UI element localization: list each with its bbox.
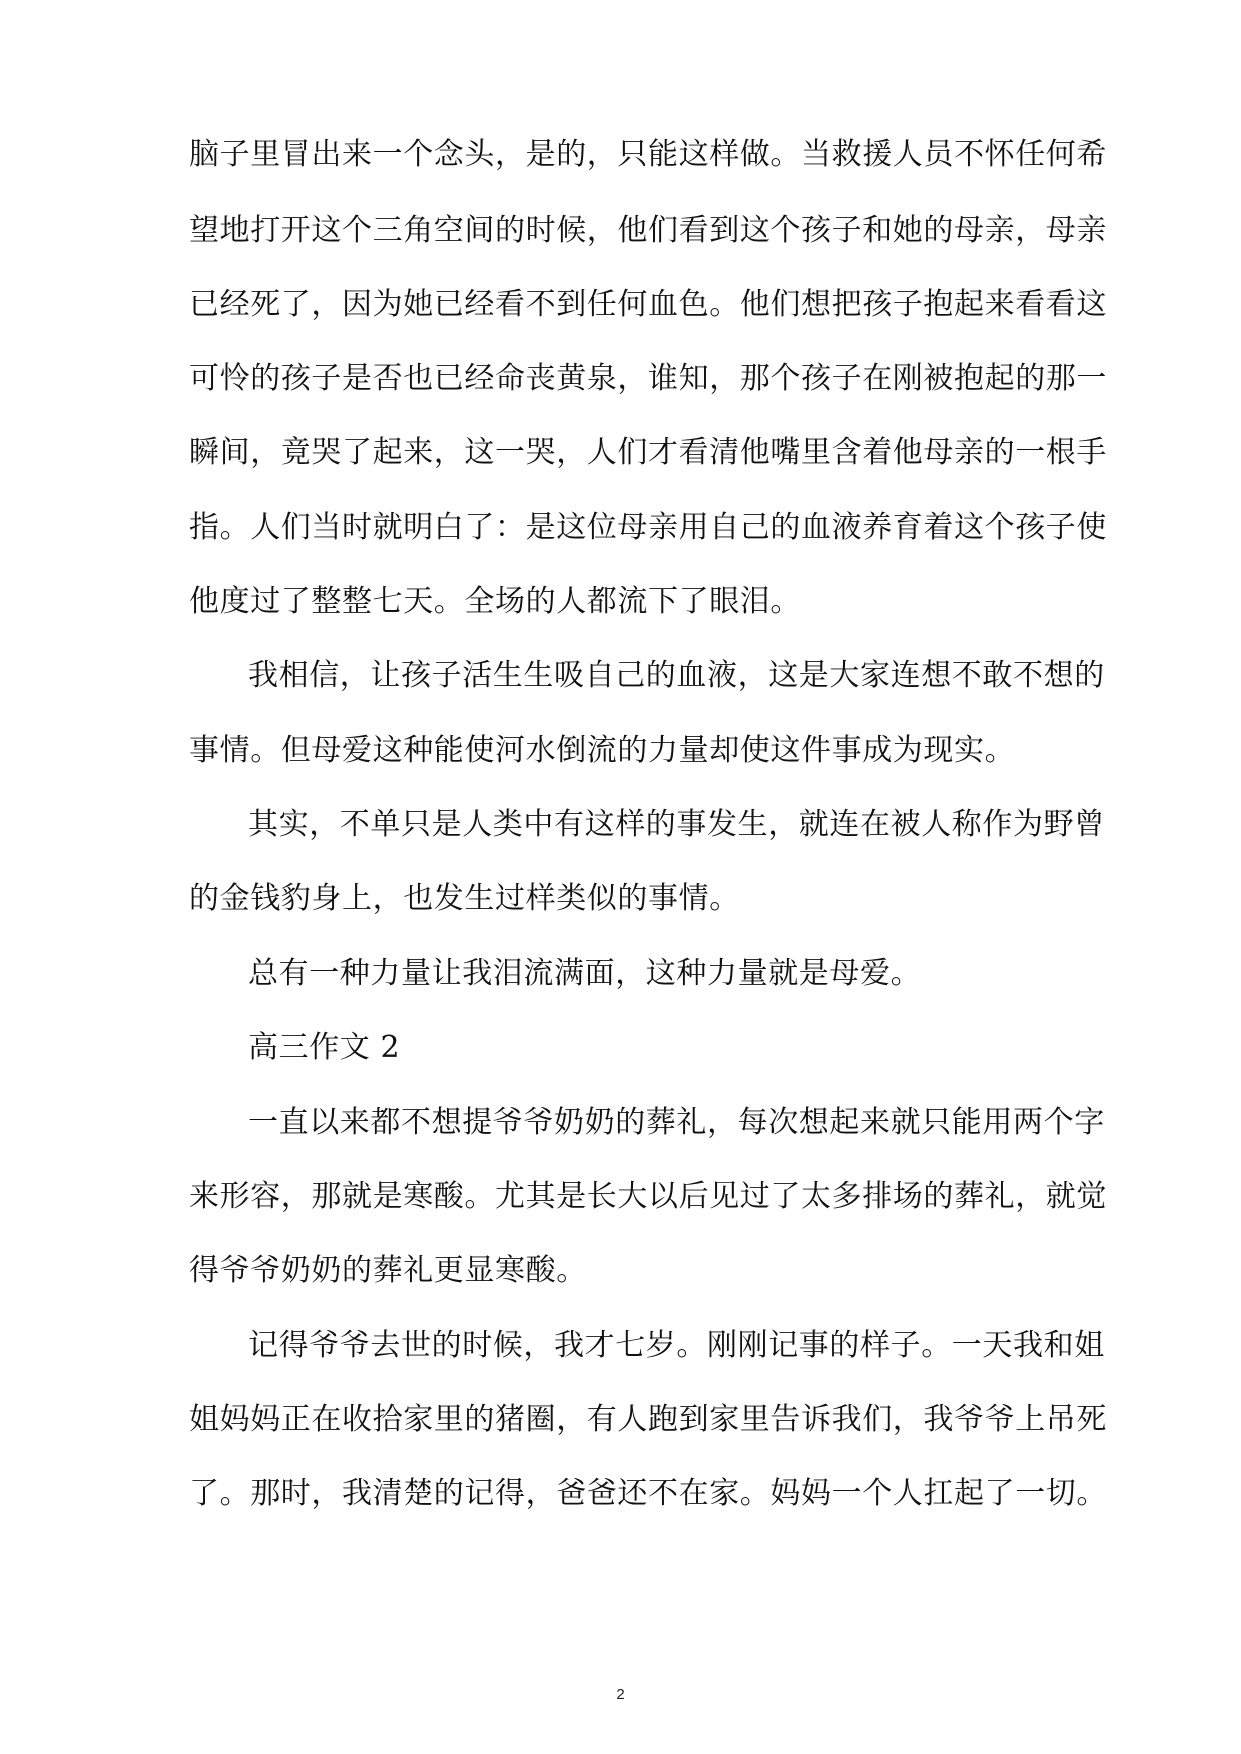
body-text-line: 指。人们当时就明白了：是这位母亲用自己的血液养育着这个孩子使 <box>189 510 1107 545</box>
paragraph-first-line: 总有一种力量让我泪流满面，这种力量就是母爱。 <box>248 956 922 991</box>
section-heading: 高三作文 2 <box>248 1030 401 1065</box>
body-text-line: 姐妈妈正在收拾家里的猪圈，有人跑到家里告诉我们，我爷爷上吊死 <box>189 1402 1107 1437</box>
body-text-line: 他度过了整整七天。全场的人都流下了眼泪。 <box>189 584 801 619</box>
body-text-line: 望地打开这个三角空间的时候，他们看到这个孩子和她的母亲，母亲 <box>189 213 1107 248</box>
paragraph-first-line: 一直以来都不想提爷爷奶奶的葬礼，每次想起来就只能用两个字 <box>248 1105 1105 1140</box>
body-text-line: 了。那时，我清楚的记得，爸爸还不在家。妈妈一个人扛起了一切。 <box>189 1476 1107 1511</box>
body-text-line: 脑子里冒出来一个念头，是的，只能这样做。当救援人员不怀任何希 <box>189 137 1107 172</box>
paragraph-first-line: 我相信，让孩子活生生吸自己的血液，这是大家连想不敢不想的 <box>248 658 1105 693</box>
body-text-line: 瞬间，竟哭了起来，这一哭，人们才看清他嘴里含着他母亲的一根手 <box>189 435 1107 470</box>
body-text-line: 已经死了，因为她已经看不到任何血色。他们想把孩子抱起来看看这 <box>189 287 1107 322</box>
body-text-line: 可怜的孩子是否也已经命丧黄泉，谁知，那个孩子在刚被抱起的那一 <box>189 361 1107 396</box>
body-text-line: 事情。但母爱这种能使河水倒流的力量却使这件事成为现实。 <box>189 733 1016 768</box>
body-text-line: 得爷爷奶奶的葬礼更显寒酸。 <box>189 1253 587 1288</box>
body-text-line: 的金钱豹身上，也发生过样类似的事情。 <box>189 881 740 916</box>
page-number: 2 <box>616 1686 625 1703</box>
paragraph-first-line: 其实，不单只是人类中有这样的事发生，就连在被人称作为野曾 <box>248 807 1105 842</box>
body-text-line: 来形容，那就是寒酸。尤其是长大以后见过了太多排场的葬礼，就觉 <box>189 1179 1107 1214</box>
paragraph-first-line: 记得爷爷去世的时候，我才七岁。刚刚记事的样子。一天我和姐 <box>248 1328 1105 1363</box>
